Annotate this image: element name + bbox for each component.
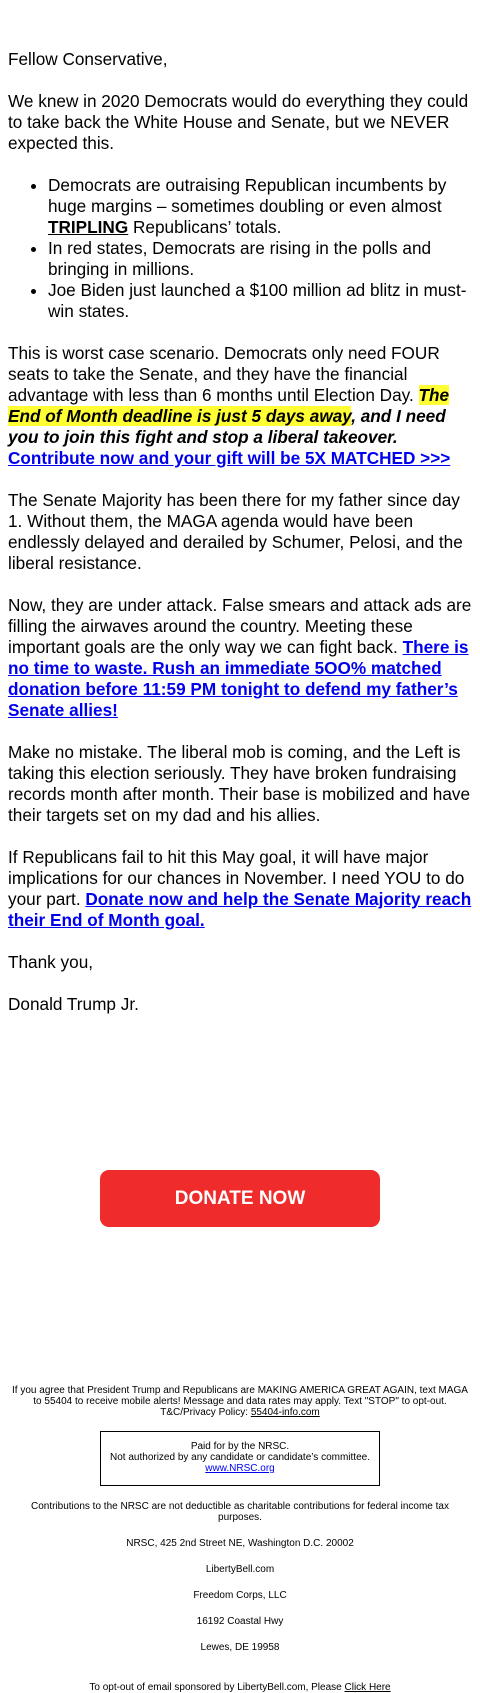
paragraph-text: This is worst case scenario. Democrats only need FOUR seats to take the Senate, and they have the financial advantage with less than 6 months until Election Day. (8, 343, 440, 405)
sms-disclaimer (8, 1385, 472, 1418)
paragraph-text: Now, they are under attack. False smears and attack ads are filling the airwaves around the country. Meeting these important goals are the only way we can fight back. (8, 595, 472, 657)
donate-now-button[interactable]: DONATE NOW (100, 1170, 380, 1227)
bullet-item-outraising (48, 175, 472, 238)
nrsc-website-link[interactable]: www.NRSC.org (205, 1463, 275, 1474)
paid-for-box (100, 1431, 380, 1486)
may-goal-paragraph (8, 847, 472, 931)
bullet-item-ad-blitz: • Joe Biden just launched a $100 million ad blitz in must-win states. (48, 280, 472, 322)
nrsc-address: NRSC, 425 2nd Street NE, Washington D.C. 20002 (126, 1538, 354, 1549)
deadline-highlight: The End of Month deadline is just 5 days away (8, 385, 450, 426)
sms-text: If you agree that President Trump and Republicans are MAKING AMERICA GREAT AGAIN, text MAGA to 55404 to receive mobile alerts! Message and data rates may apply. Text "STOP" to opt-out. T&C/Privacy Policy: (12, 1385, 468, 1418)
sponsor-city: Lewes, DE 19958 (200, 1642, 280, 1653)
optout-line (8, 1682, 472, 1693)
intro-paragraph: We knew in 2020 Democrats would do everything they could to take back the White House and Senate, but we NEVER expected this. (8, 91, 469, 153)
signature: Donald Trump Jr. (8, 994, 139, 1014)
footer (8, 1385, 472, 1693)
greeting: Fellow Conservative, (8, 49, 168, 69)
bullet-text: Republicans’ totals. (128, 217, 282, 237)
optout-click-here-link[interactable]: Click Here (344, 1682, 391, 1693)
tax-disclaimer: Contributions to the NRSC are not deductible as charitable contributions for federal income tax purposes. (30, 1501, 449, 1523)
takeover-emphasis: , and I need you to join this fight and stop a liberal takeover. (8, 406, 446, 447)
paid-for-line: Paid for by the NRSC. (190, 1441, 290, 1452)
contribute-matched-link[interactable]: Contribute now and your gift will be 5X MATCHED >>> (8, 448, 451, 468)
rush-donation-link[interactable]: There is no time to waste. Rush an immediate 5OO% matched donation before 11:59 PM tonight to defend my father’s Senate allies! (8, 637, 469, 720)
deadline-paragraph (8, 343, 472, 469)
optout-text: To opt-out of email sponsored by LibertyBell.com, Please (89, 1682, 345, 1693)
email-body (8, 0, 472, 1015)
bullet-list (8, 175, 472, 322)
sponsor-street: 16192 Coastal Hwy (196, 1616, 284, 1627)
signoff: Thank you, (8, 952, 94, 972)
cta-wrapper (8, 1170, 472, 1227)
tripling-emphasis: TRIPLING (48, 217, 129, 237)
under-attack-paragraph (8, 595, 472, 721)
sponsor-company: Freedom Corps, LLC (193, 1590, 287, 1601)
sms-terms-link[interactable]: 55404-info.com (250, 1407, 320, 1418)
paragraph-text: If Republicans fail to hit this May goal, it will have major implications for our chances in November. I need YOU to do your part. (8, 847, 465, 909)
bullet-text: Democrats are outraising Republican incumbents by huge margins – sometimes doubling or even almost (48, 175, 447, 216)
bullet-item-red-states: • In red states, Democrats are rising in the polls and bringing in millions. (48, 238, 472, 280)
not-authorized-line: Not authorized by any candidate or candidate’s committee. (110, 1452, 370, 1463)
liberal-mob-paragraph: Make no mistake. The liberal mob is coming, and the Left is taking this election seriously. They have broken fundraising records month after month. Their base is mobilized and have their targets set on my dad and his allies. (8, 742, 471, 825)
senate-majority-paragraph: The Senate Majority has been there for my father since day 1. Without them, the MAGA agenda would have been endlessly delayed and derailed by Schumer, Pelosi, and the liberal resistance. (8, 490, 463, 573)
donate-goal-link[interactable]: Donate now and help the Senate Majority reach their End of Month goal. (8, 889, 472, 930)
sponsor-site: LibertyBell.com (205, 1564, 275, 1575)
